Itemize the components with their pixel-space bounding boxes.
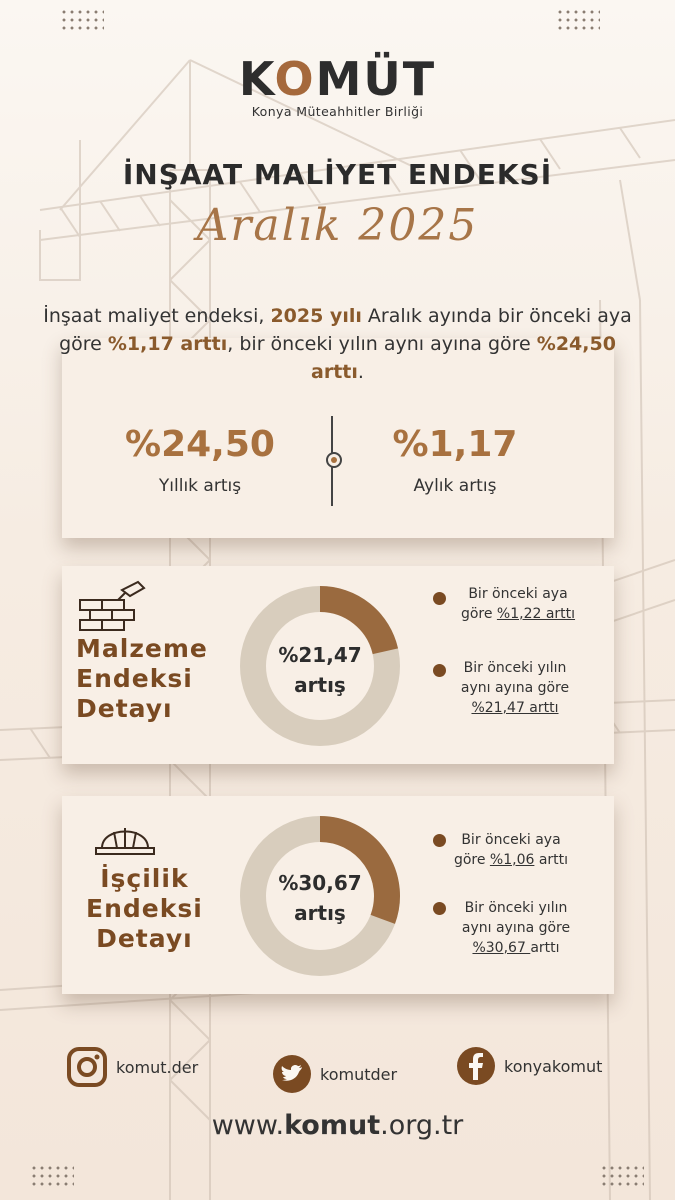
facebook-icon xyxy=(456,1046,496,1086)
material-note-yearly: Bir önceki yılın aynı ayına göre %21,47 arttı xyxy=(460,660,570,716)
monthly-label: Aylık artış xyxy=(413,476,497,496)
facebook-link[interactable] xyxy=(456,1046,602,1086)
brand-subtitle: Konya Müteahhitler Birliği xyxy=(251,104,424,119)
instagram-icon xyxy=(66,1046,108,1088)
twitter-link[interactable] xyxy=(272,1054,397,1094)
bricks-trowel-icon xyxy=(78,580,148,636)
material-note-monthly: Bir önceki aya göre %1,22 arttı xyxy=(460,586,576,622)
twitter-handle: komutder xyxy=(320,1064,398,1084)
hard-hat-icon xyxy=(92,812,158,862)
labor-note-monthly: Bir önceki aya göre %1,06 arttı xyxy=(453,832,569,868)
period-title: Aralık 2025 xyxy=(196,200,479,251)
facebook-handle: konyakomut xyxy=(504,1056,603,1076)
yearly-label: Yıllık artış xyxy=(158,476,242,496)
brand-logo xyxy=(0,52,675,119)
instagram-handle: komut.der xyxy=(116,1057,199,1077)
decor-dots-bottom-left xyxy=(30,1164,74,1188)
monthly-value: %1,17 xyxy=(392,424,518,465)
labor-title: İşçilik Endeksi Detayı xyxy=(86,864,203,953)
page-title: İNŞAAT MALİYET ENDEKSİ xyxy=(122,158,553,191)
material-title: Malzeme Endeksi Detayı xyxy=(76,634,208,723)
material-donut-text: %21,47 artış xyxy=(278,643,362,697)
twitter-icon xyxy=(272,1054,312,1094)
decor-dots-bottom-right xyxy=(600,1164,644,1188)
yearly-value: %24,50 xyxy=(125,424,275,465)
intro-text: İnşaat maliyet endeksi, 2025 yılı Aralık ayında bir önceki aya göre %1,17 arttı, bir önceki yılın aynı ayına göre %24,50 arttı. xyxy=(43,305,632,383)
brand-wordmark: KOMÜT xyxy=(238,52,437,106)
labor-note-yearly: Bir önceki yılın aynı ayına göre %30,67 arttı xyxy=(461,900,571,956)
labor-donut-text: %30,67 artış xyxy=(278,871,362,925)
decor-dots-top-right xyxy=(556,8,600,32)
decor-dots-top-left xyxy=(60,8,104,32)
website-link[interactable]: www.komut.org.tr xyxy=(211,1110,464,1141)
divider-ornament xyxy=(326,452,342,468)
instagram-link[interactable] xyxy=(66,1046,198,1088)
